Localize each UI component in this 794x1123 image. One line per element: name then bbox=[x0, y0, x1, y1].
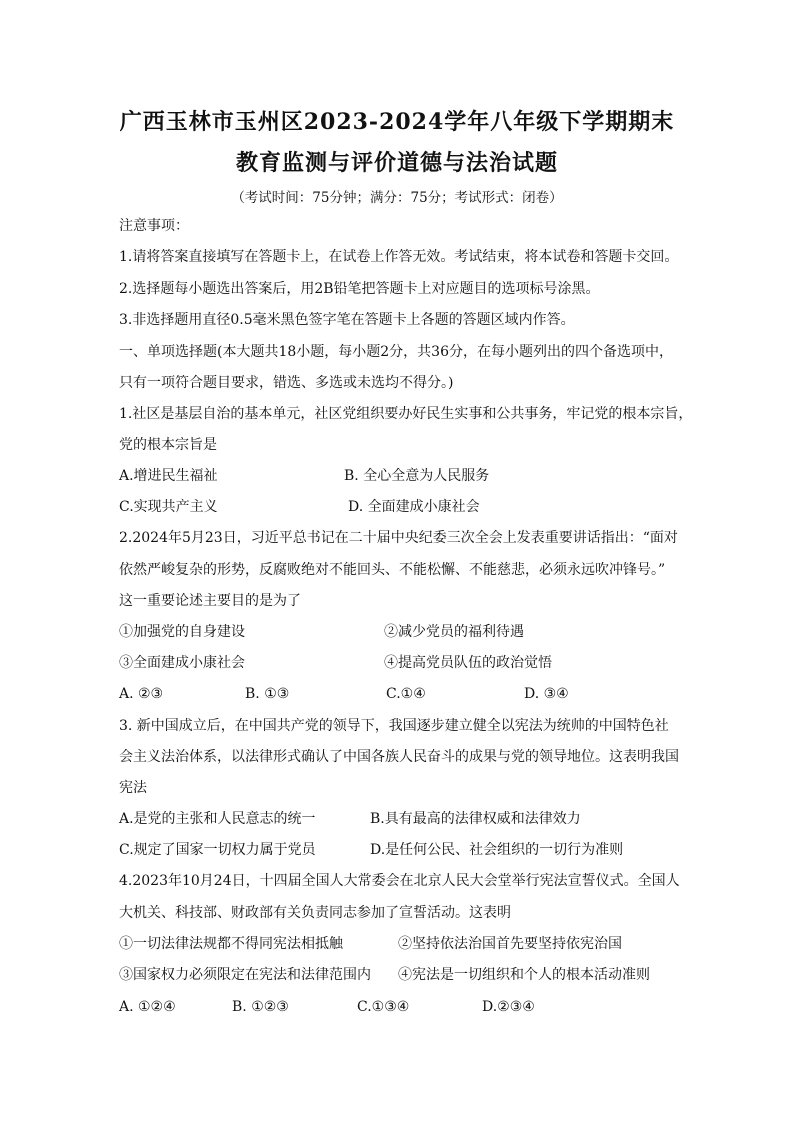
q2-statement-3: ③全面建成小康社会 bbox=[119, 655, 245, 671]
q4-statement-3: ③国家权力必须限定在宪法和法律范围内 bbox=[119, 967, 371, 983]
q4-statement-4: ④宪法是一切组织和个人的根本活动准则 bbox=[398, 967, 650, 983]
q2-option-d: D. ③④ bbox=[524, 686, 569, 702]
q1-option-c: C.实现共产主义 bbox=[119, 499, 218, 515]
q2-option-b: B. ①③ bbox=[245, 686, 290, 702]
q1-option-d: D. 全面建成小康社会 bbox=[348, 499, 480, 515]
q4-statement-1: ①一切法律法规都不得同宪法相抵触 bbox=[119, 936, 343, 952]
q1-option-b: B. 全心全意为人民服务 bbox=[344, 468, 490, 484]
q3-stem-cont: 会主义法治体系，以法律形式确认了中国各族人民奋斗的成果与党的领导地位。这表明我国 bbox=[119, 749, 679, 765]
q4-stem: 4.2023年10月24日，十四届全国人大常委会在北京人民大会堂举行宪法宣誓仪式。全国人 bbox=[119, 873, 680, 889]
q4-option-c: C.①③④ bbox=[357, 999, 410, 1015]
note-item: 1.请将答案直接填写在答题卡上，在试卷上作答无效。考试结束，将本试卷和答题卡交回。 bbox=[119, 249, 679, 265]
q1-stem: 1.社区是基层自治的基本单元，社区党组织要办好民生实事和公共事务，牢记党的根本宗旨， bbox=[119, 406, 693, 422]
q1-option-a: A.增进民生福祉 bbox=[119, 468, 218, 484]
q2-statement-1: ①加强党的自身建设 bbox=[119, 624, 245, 640]
q2-stem-cont: 依然严峻复杂的形势，反腐败绝对不能回头、不能松懈、不能慈悲，必须永远吹冲锋号。” bbox=[119, 562, 666, 578]
q2-stem-cont: 这一重要论述主要目的是为了 bbox=[119, 593, 301, 609]
q4-statement-2: ②坚持依法治国首先要坚持依宪治国 bbox=[398, 936, 622, 952]
q3-stem-cont: 宪法 bbox=[119, 780, 147, 796]
exam-info: （考试时间：75分钟；满分：75分；考试形式：闭卷） bbox=[231, 190, 563, 206]
section-heading-cont: 只有一项符合题目要求，错选、多选或未选均不得分。) bbox=[119, 375, 454, 391]
q4-option-b: B. ①②③ bbox=[232, 999, 289, 1015]
q1-stem-cont: 党的根本宗旨是 bbox=[119, 437, 217, 453]
q3-option-c: C.规定了国家一切权力属于党员 bbox=[119, 842, 316, 858]
q4-stem-cont: 大机关、科技部、财政部有关负责同志参加了宣誓活动。这表明 bbox=[119, 905, 511, 921]
q3-option-a: A.是党的主张和人民意志的统一 bbox=[119, 811, 316, 827]
q2-option-a: A. ②③ bbox=[119, 686, 164, 702]
note-item: 3.非选择题用直径0.5毫米黑色签字笔在答题卡上各题的答题区域内作答。 bbox=[119, 312, 575, 328]
exam-title-line1: 广西玉林市玉州区2023-2024学年八年级下学期期末 bbox=[119, 109, 675, 135]
q3-option-d: D.是任何公民、社会组织的一切行为准则 bbox=[370, 842, 624, 858]
q2-statement-4: ④提高党员队伍的政治觉悟 bbox=[384, 655, 552, 671]
q2-stem: 2.2024年5月23日，习近平总书记在二十届中央纪委三次全会上发表重要讲话指出：“面对 bbox=[119, 530, 678, 546]
q3-option-b: B.具有最高的法律权威和法律效力 bbox=[370, 811, 581, 827]
q4-option-a: A. ①②④ bbox=[119, 999, 176, 1015]
q2-option-c: C.①④ bbox=[386, 686, 426, 702]
notes-heading: 注意事项： bbox=[119, 218, 189, 234]
q4-option-d: D.②③④ bbox=[482, 999, 535, 1015]
q2-statement-2: ②减少党员的福利待遇 bbox=[384, 624, 524, 640]
exam-title-line2: 教育监测与评价道德与法治试题 bbox=[235, 150, 558, 176]
note-item: 2.选择题每小题选出答案后，用2B铅笔把答题卡上对应题目的选项标号涂黑。 bbox=[119, 281, 600, 297]
section-heading: 一、单项选择题(本大题共18小题，每小题2分，共36分，在每小题列出的四个备选项中， bbox=[119, 344, 673, 360]
q3-stem: 3. 新中国成立后，在中国共产党的领导下，我国逐步建立健全以宪法为统帅的中国特色社 bbox=[119, 718, 669, 734]
